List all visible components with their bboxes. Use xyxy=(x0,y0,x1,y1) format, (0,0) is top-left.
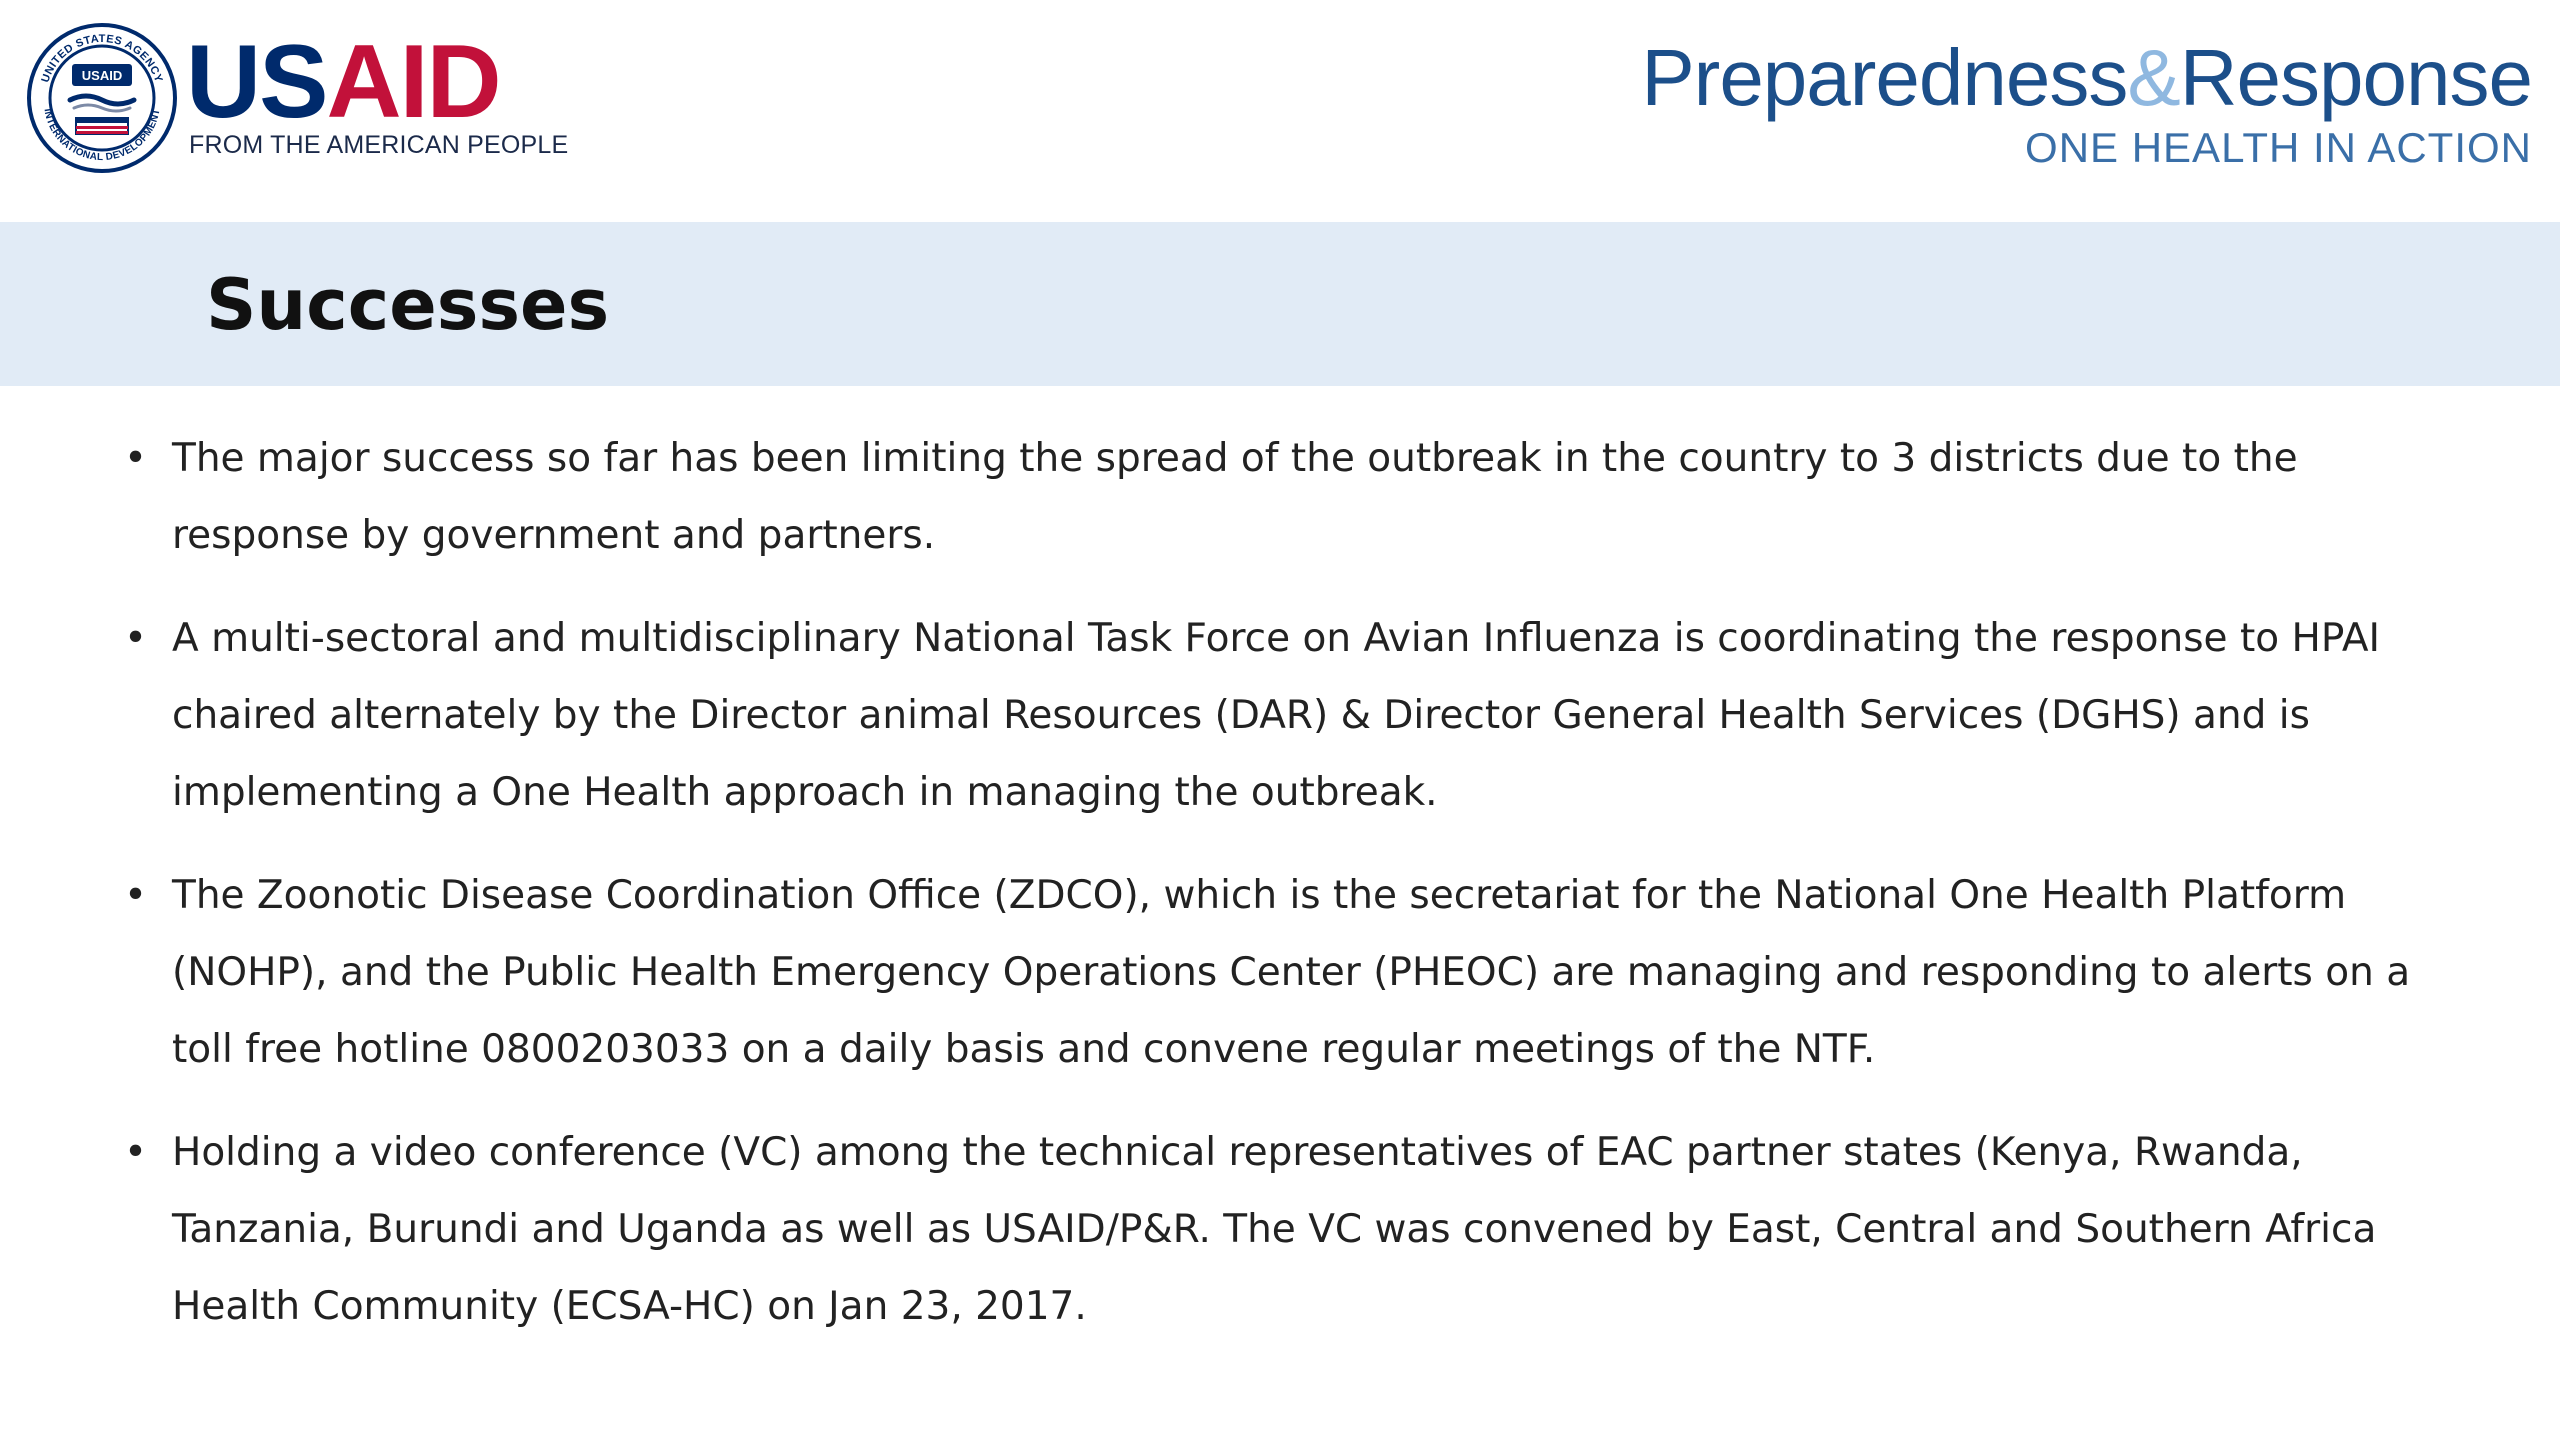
bullet-item: • Holding a video conference (VC) among the technical representatives of EAC partner states (Kenya, Rwanda, Tanzania, Burundi and Uganda as well as USAID/P&R. The VC was convened by East, Central and Southern Africa Health Community (ECSA-HC) on Jan 23, 2017. xyxy=(120,1114,2430,1345)
program-title-part1: Preparedness xyxy=(1641,33,2128,122)
program-subtitle: ONE HEALTH IN ACTION xyxy=(2025,124,2532,171)
usaid-seal-icon xyxy=(26,22,178,174)
svg-text:UNITED STATES AGENCY: UNITED STATES AGENCY xyxy=(39,32,165,85)
svg-text:USAID: USAID xyxy=(81,68,123,83)
program-title xyxy=(1641,30,2532,126)
bullet-item: • The major success so far has been limiting the spread of the outbreak in the country to 3 districts due to the response by government and partners. xyxy=(120,420,2430,574)
bullet-item: • The Zoonotic Disease Coordination Office (ZDCO), which is the secretariat for the National One Health Platform (NOHP), and the Public Health Emergency Operations Center (PHEOC) are managing and responding to alerts on a toll free hotline 0800203033 on a daily basis and convene regular meetings of the NTF. xyxy=(120,857,2430,1088)
svg-text:INTERNATIONAL DEVELOPMENT: INTERNATIONAL DEVELOPMENT xyxy=(41,107,163,164)
usaid-wordmark-us: US xyxy=(186,24,327,140)
title-band xyxy=(0,222,2560,386)
slide-title: Successes xyxy=(206,264,610,346)
program-title-part2: Response xyxy=(2179,33,2532,122)
program-title-ampersand: & xyxy=(2127,33,2180,122)
bullet-item: • A multi-sectoral and multidisciplinary National Task Force on Avian Influenza is coordinating the response to HPAI chaired alternately by the Director animal Resources (DAR) & Director General Health Services (DGHS) and is implementing a One Health approach in managing the outbreak. xyxy=(120,600,2430,831)
usaid-wordmark xyxy=(186,26,500,138)
bullet-list xyxy=(120,420,2430,1371)
usaid-wordmark-aid: AID xyxy=(326,24,500,140)
slide-header xyxy=(0,0,2560,222)
usaid-tagline: FROM THE AMERICAN PEOPLE xyxy=(189,131,569,159)
